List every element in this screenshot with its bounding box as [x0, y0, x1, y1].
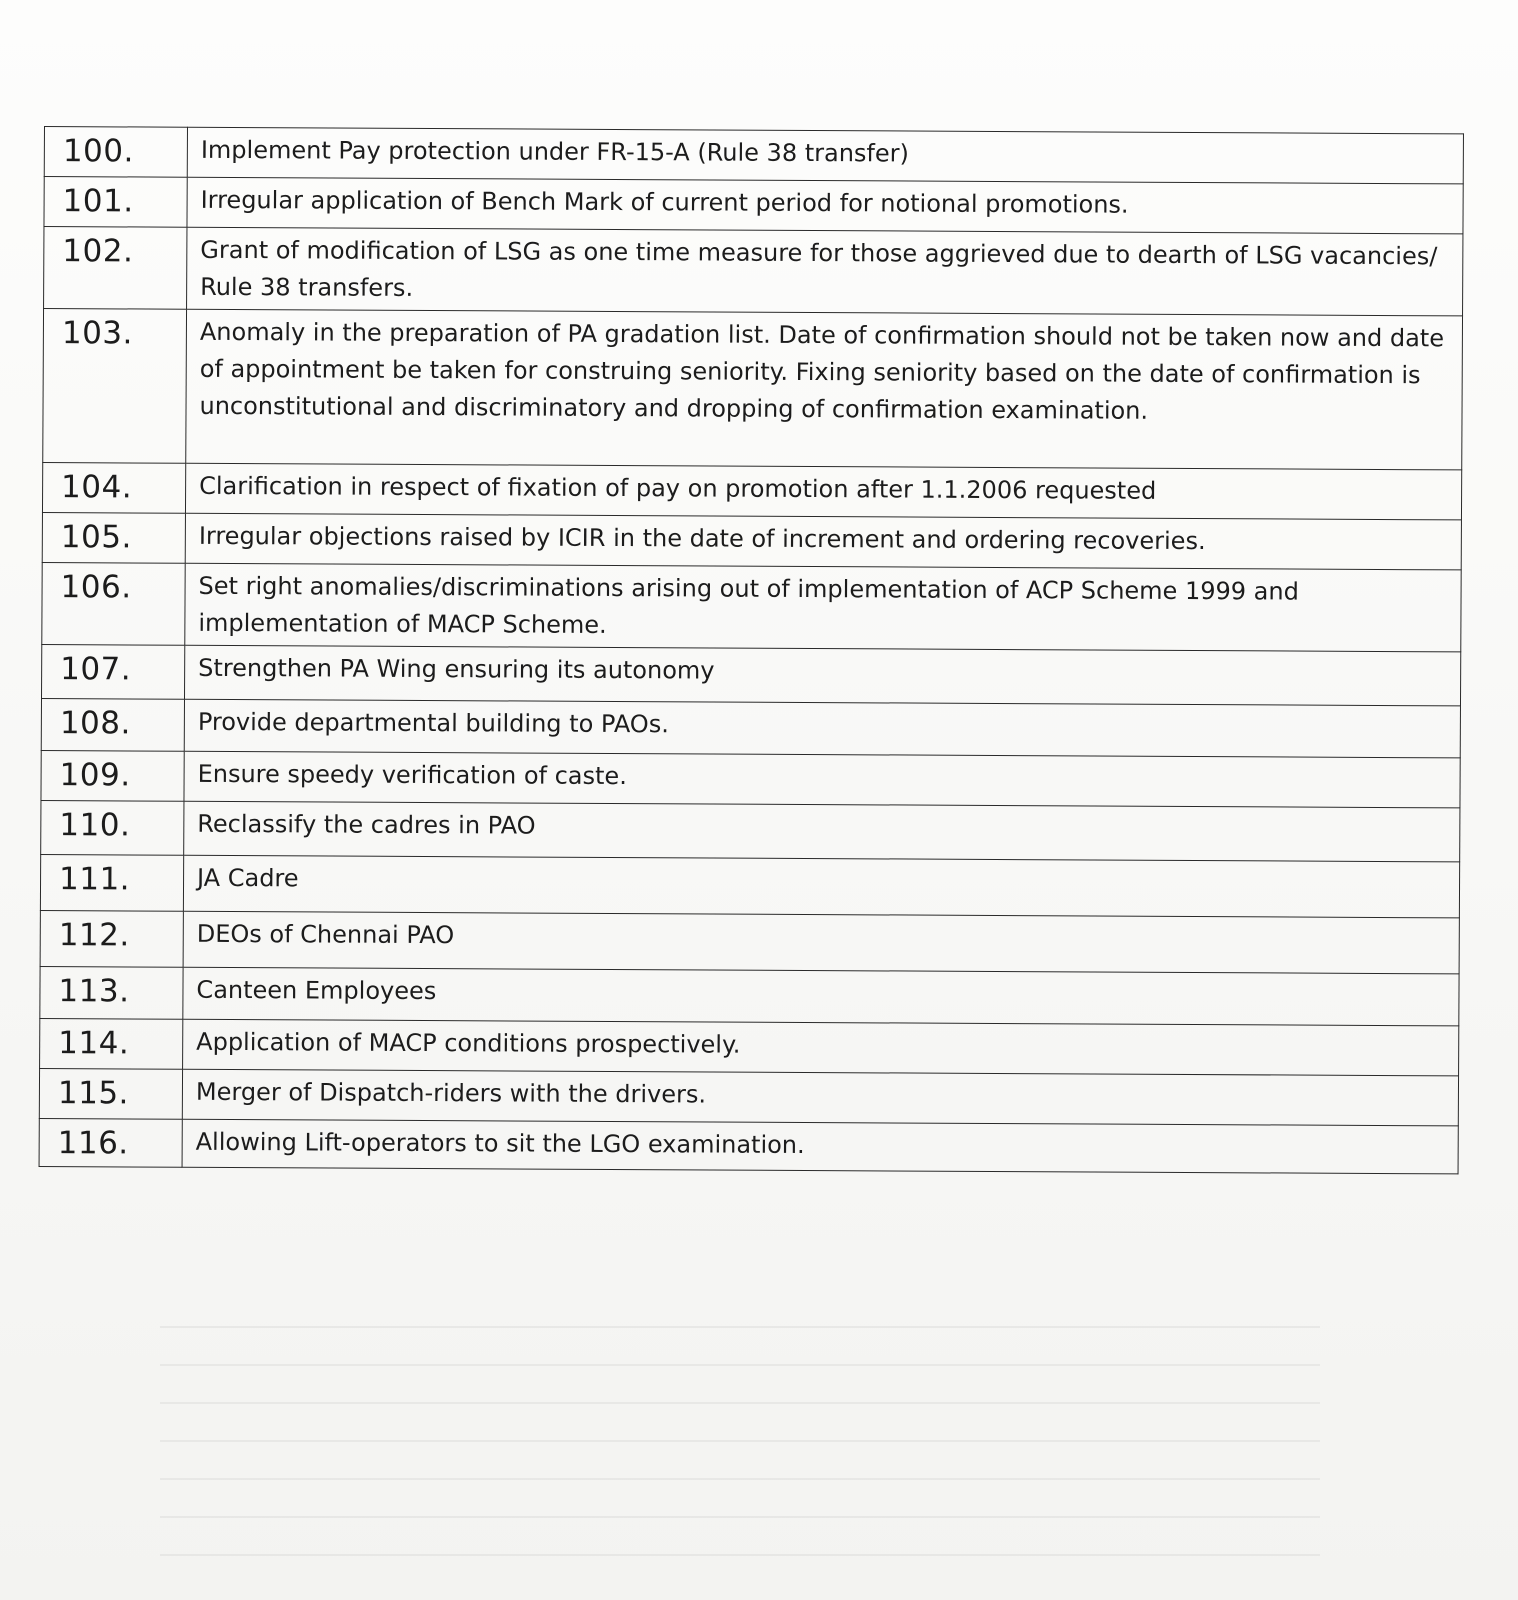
- item-text: Ensure speedy verification of caste.: [184, 751, 1460, 808]
- item-text: Grant of modification of LSG as one time measure for those aggrieved due to dearth of LSG vacancies/ Rule 38 transfers.: [187, 227, 1463, 316]
- item-number: 105.: [42, 512, 185, 563]
- item-text: DEOs of Chennai PAO: [183, 911, 1459, 974]
- table-row: [44, 177, 1463, 234]
- table-row: [39, 1118, 1458, 1173]
- item-text: Allowing Lift-operators to sit the LGO examination.: [182, 1119, 1458, 1174]
- item-number: 101.: [44, 177, 187, 228]
- item-text: Implement Pay protection under FR-15-A (Rule 38 transfer): [187, 127, 1463, 184]
- table-row: [40, 854, 1459, 917]
- table-row: [40, 966, 1459, 1025]
- table-row: [39, 1068, 1458, 1125]
- table-row: [42, 512, 1461, 569]
- item-number: 108.: [41, 698, 184, 751]
- item-text: Merger of Dispatch-riders with the drivers.: [182, 1069, 1458, 1126]
- item-number: 104.: [42, 462, 185, 513]
- item-number: 109.: [41, 750, 184, 801]
- item-text: Irregular objections raised by ICIR in the date of increment and ordering recoveries.: [185, 513, 1461, 570]
- demands-table-container: [39, 126, 1464, 1174]
- item-text: Application of MACP conditions prospectively.: [183, 1019, 1459, 1076]
- item-text: Provide departmental building to PAOs.: [184, 699, 1460, 758]
- table-row: [40, 1018, 1459, 1075]
- table-row: [41, 750, 1460, 807]
- item-text: Clarification in respect of fixation of pay on promotion after 1.1.2006 requested: [185, 463, 1461, 520]
- item-number: 115.: [39, 1068, 182, 1119]
- item-number: 100.: [44, 127, 187, 178]
- item-text: Set right anomalies/discriminations arising out of implementation of ACP Scheme 1999 and implementation of MACP Scheme.: [185, 563, 1461, 652]
- item-number: 106.: [42, 562, 185, 645]
- table-row: [40, 910, 1459, 973]
- item-number: 113.: [40, 966, 183, 1019]
- item-text: Irregular application of Bench Mark of current period for notional promotions.: [187, 177, 1463, 234]
- item-number: 102.: [44, 227, 187, 310]
- table-row: [44, 227, 1463, 316]
- item-text: Strengthen PA Wing ensuring its autonomy: [185, 645, 1461, 706]
- item-number: 114.: [40, 1018, 183, 1069]
- table-row: [42, 644, 1461, 705]
- item-text: Canteen Employees: [183, 967, 1459, 1026]
- table-row: [42, 562, 1461, 651]
- item-number: 116.: [39, 1118, 182, 1167]
- demands-table: [39, 126, 1464, 1174]
- table-row: [42, 462, 1461, 519]
- item-number: 111.: [40, 854, 183, 911]
- item-text: Anomaly in the preparation of PA gradation list. Date of confirmation should not be taken now and date of appointment be taken for construing seniority. Fixing seniority based on the date of confirmation is unconstitutional and discriminatory and dropping of confirmation examination.: [186, 309, 1463, 470]
- item-number: 110.: [41, 800, 184, 855]
- table-row: [43, 309, 1463, 470]
- item-text: Reclassify the cadres in PAO: [184, 801, 1460, 862]
- bleed-through-texture: [160, 1290, 1320, 1590]
- table-row: [41, 800, 1460, 861]
- table-row: [44, 127, 1463, 184]
- item-number: 112.: [40, 910, 183, 967]
- item-text: JA Cadre: [183, 855, 1459, 918]
- item-number: 107.: [42, 644, 185, 699]
- table-row: [41, 698, 1460, 757]
- item-number: 103.: [43, 309, 187, 464]
